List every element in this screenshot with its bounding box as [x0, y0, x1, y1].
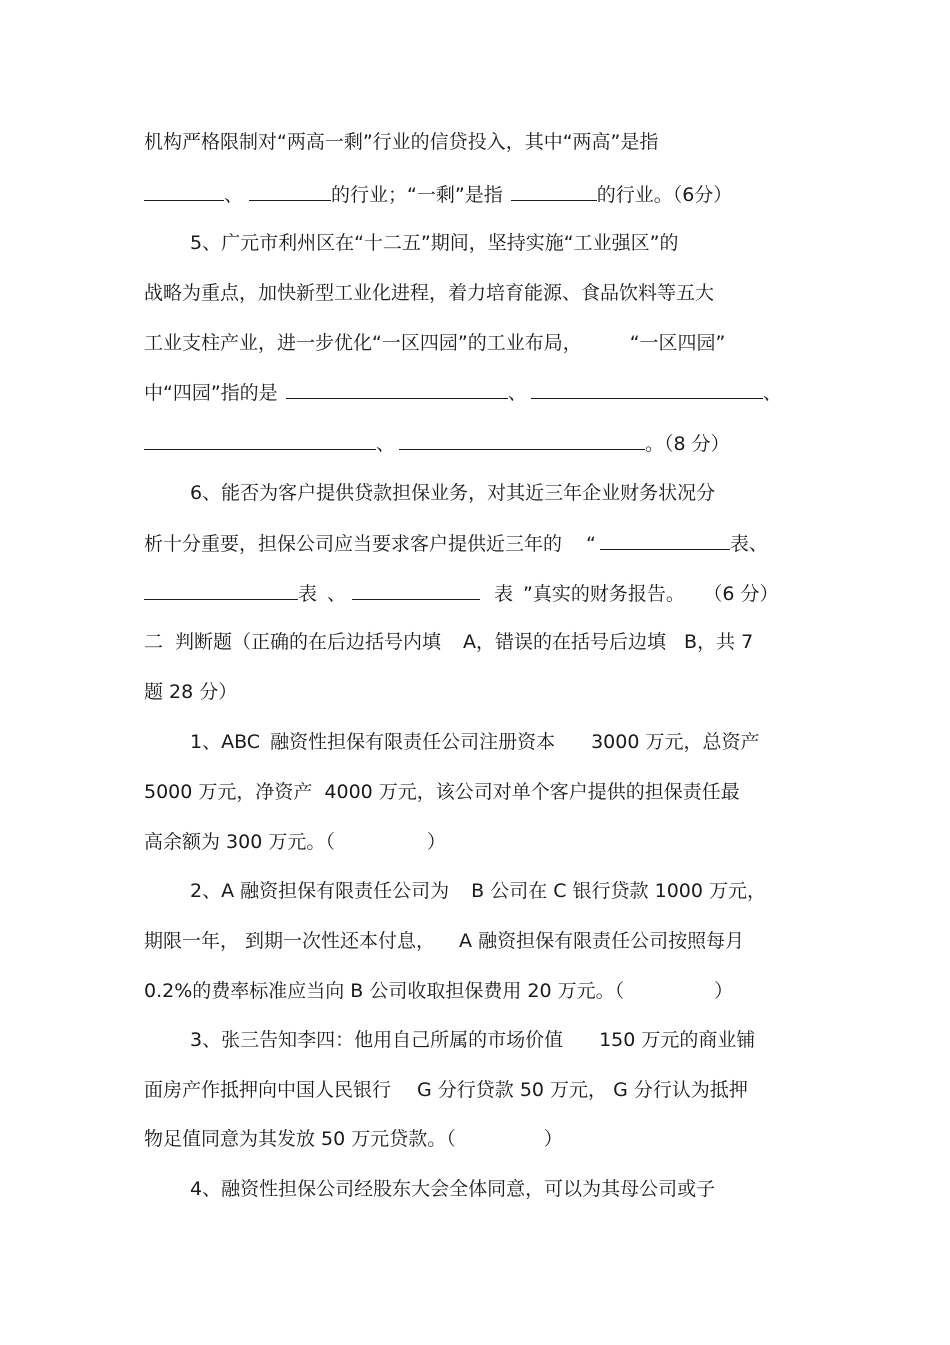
q6-score: （6 分）: [712, 583, 779, 605]
j3-line-1: [190, 1028, 755, 1052]
q6-text: 表: [298, 583, 318, 605]
answer-blank[interactable]: [286, 380, 508, 399]
answer-blank[interactable]: [144, 581, 298, 600]
j1-text: 融资性担保有限责任公司注册资本: [270, 731, 556, 753]
answer-blank[interactable]: [352, 581, 480, 600]
separator: 、: [224, 184, 244, 206]
q6-quote: “: [586, 533, 596, 555]
q5-line-5: [144, 431, 730, 456]
j1-text: 3000 万元，总资产: [591, 731, 760, 753]
j1-text: 4000 万元，该公司对单个客户提供的担保责任最: [324, 781, 740, 803]
j3-text: 3、张三告知李四：他用自己所属的市场价值: [190, 1029, 564, 1051]
j2-line-3: [144, 979, 733, 1003]
j2-line-2: [144, 929, 744, 953]
q6-text: 析十分重要，担保公司应当要求客户提供近三年的: [144, 533, 563, 555]
j2-text: 0.2%的费率标准应当向 B 公司收取担保费用 20 万元。（: [144, 980, 625, 1002]
answer-blank[interactable]: [531, 380, 763, 399]
j1-line-3: [144, 830, 446, 854]
q6-text: 表: [494, 583, 514, 605]
q5-line-2: 战略为重点，加快新型工业化进程，着力培育能源、食品饮料等五大: [144, 282, 715, 304]
j1-number: 1、ABC: [190, 731, 261, 753]
separator: 、: [327, 583, 347, 605]
separator: 、: [376, 433, 396, 455]
q5-line-3: [144, 331, 725, 355]
q4-line-1: 机构严格限制对“两高一剩”行业的信贷投入，其中“两高”是指: [144, 131, 659, 153]
j2-text: A 融资担保有限责任公司按照每月: [459, 930, 745, 952]
bracket-close: ）: [426, 831, 446, 853]
section-number: 二: [144, 631, 164, 653]
q6-line-3: [144, 581, 779, 606]
answer-blank[interactable]: [511, 182, 597, 201]
section-title: B，共 7: [684, 631, 754, 653]
q4-line-2: [144, 182, 732, 207]
j1-text: 5000 万元，净资产: [144, 781, 313, 803]
q5-text: 工业支柱产业，进一步优化“一区四园”的工业布局，: [144, 332, 582, 354]
answer-blank[interactable]: [144, 431, 376, 450]
j1-line-1: [190, 730, 759, 754]
q4-text: 的行业；“一剩”是指: [331, 184, 503, 206]
q6-line-1: 6、能否为客户提供贷款担保业务，对其近三年企业财务状况分: [190, 482, 716, 504]
q4-score: 的行业。（6分）: [596, 184, 733, 206]
bracket-close: ）: [543, 1128, 563, 1150]
q5-score: 。（8 分）: [645, 433, 730, 455]
separator: 、: [762, 382, 782, 404]
section-title: A，错误的在括号后边填: [463, 631, 667, 653]
j3-text: 物足值同意为其发放 50 万元贷款。（: [144, 1128, 456, 1150]
j2-text: B 公司在 C 银行贷款 1000 万元，: [471, 880, 766, 902]
q6-line-2: [144, 531, 768, 556]
q6-text: 表、: [729, 533, 768, 555]
j3-text: 150 万元的商业铺: [599, 1029, 756, 1051]
j3-line-2: [144, 1078, 748, 1102]
section-title: 判断题（正确的在后边括号内填: [175, 631, 442, 653]
j4-line-1: 4、融资性担保公司经股东大会全体同意，可以为其母公司或子: [190, 1178, 716, 1200]
answer-blank[interactable]: [249, 182, 331, 201]
q5-text: “一区四园”: [629, 332, 726, 354]
j2-line-1: [190, 879, 766, 903]
j3-line-3: [144, 1127, 563, 1151]
j2-text: 2、A 融资担保有限责任公司为: [190, 880, 450, 902]
answer-blank[interactable]: [144, 182, 224, 201]
bracket-close: ）: [714, 980, 734, 1002]
j3-text: G 分行贷款 50 万元， G 分行认为抵押: [417, 1079, 748, 1101]
section-2-heading-line-2: 题 28 分）: [144, 681, 238, 703]
q5-text: 中“四园”指的是: [144, 382, 278, 404]
answer-blank[interactable]: [399, 431, 645, 450]
j2-text: 期限一年， 到期一次性还本付息，: [144, 930, 436, 952]
q5-line-4: [144, 380, 782, 405]
j1-line-2: [144, 780, 740, 804]
answer-blank[interactable]: [600, 531, 730, 550]
j1-text: 高余额为 300 万元。（: [144, 831, 335, 853]
q6-text: ”真实的财务报告。: [523, 583, 685, 605]
section-2-heading: [144, 630, 753, 654]
j3-text: 面房产作抵押向中国人民银行: [144, 1079, 392, 1101]
separator: 、: [507, 382, 527, 404]
q5-line-1: 5、广元市利州区在“十二五”期间，坚持实施“工业强区”的: [190, 232, 679, 254]
